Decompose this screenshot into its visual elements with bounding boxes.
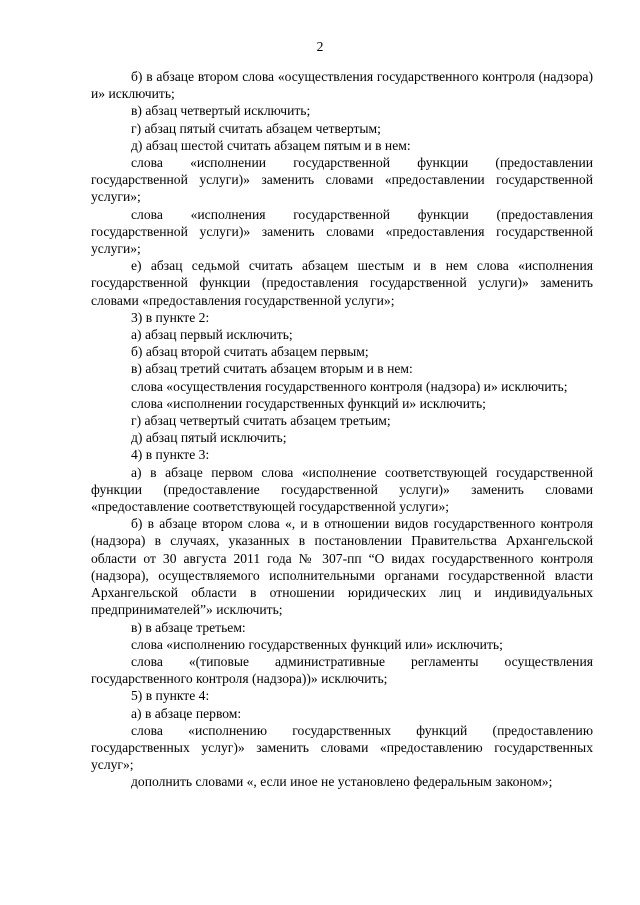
paragraph: а) в абзаце первом слова «исполнение соответствующей государственной функции (предоставление государственной услуги)» заменить словами «предоставление соответствующей государственной услуги»;: [91, 464, 593, 515]
paragraph: г) абзац четвертый считать абзацем третьим;: [131, 413, 391, 429]
paragraph: 4) в пункте 3:: [131, 447, 210, 463]
paragraph: б) в абзаце втором слова «, и в отношении видов государственного контроля (надзора) в случаях, указанных в постановлении Правительства Архангельской области от 30 августа 2011 года № 307-пп “О видах государственного контроля (надзора), осуществляемого исполнительными органами государственной власти Архангельской области в отношении юридических лиц и индивидуальных предпринимателей”» исключить;: [91, 516, 593, 618]
paragraph: 3) в пункте 2:: [131, 309, 210, 325]
page-number: 2: [316, 39, 324, 54]
paragraph: д) абзац шестой считать абзацем пятым и в нем:: [131, 137, 411, 153]
paragraph: б) в абзаце втором слова «осуществления государственного контроля (надзора) и» исключить;: [91, 69, 593, 102]
paragraph: слова «исполнению государственных функций или» исключить;: [131, 636, 503, 652]
paragraph: г) абзац пятый считать абзацем четвертым;: [131, 120, 381, 136]
paragraph: слова «исполнении государственных функций и» исключить;: [131, 395, 486, 411]
paragraph: в) абзац третий считать абзацем вторым и в нем:: [131, 361, 413, 377]
paragraph: дополнить словами «, если иное не установлено федеральным законом»;: [131, 774, 553, 790]
paragraph: а) в абзаце первом:: [131, 705, 242, 721]
paragraph: 5) в пункте 4:: [131, 688, 210, 704]
paragraph: в) абзац четвертый исключить;: [131, 103, 311, 119]
paragraph: слова «(типовые административные регламенты осуществления государственного контроля (надзора))» исключить;: [91, 653, 593, 687]
paragraph: е) абзац седьмой считать абзацем шестым и в нем слова «исполнения государственной функции (предоставления государственной услуги)» заменить словами «предоставления государственной услуги»;: [91, 258, 593, 308]
paragraph: слова «исполнении государственной функции (предоставлении государственной услуги)» заменить словами «предоставлении государственной услуги»;: [91, 155, 593, 205]
paragraph: слова «исполнению государственных функций (предоставлению государственных услуг)» заменить словами «предоставлению государственных услуг»;: [91, 722, 593, 773]
paragraph: в) в абзаце третьем:: [131, 619, 246, 635]
paragraph: слова «осуществления государственного контроля (надзора) и» исключить;: [131, 378, 568, 394]
paragraph: д) абзац пятый исключить;: [131, 430, 287, 446]
paragraph: слова «исполнения государственной функции (предоставления государственной услуги)» заменить словами «предоставления государственной услуги»;: [91, 206, 593, 257]
paragraph: б) абзац второй считать абзацем первым;: [131, 344, 369, 360]
document-body: [91, 68, 593, 791]
paragraph: а) абзац первый исключить;: [131, 327, 293, 343]
